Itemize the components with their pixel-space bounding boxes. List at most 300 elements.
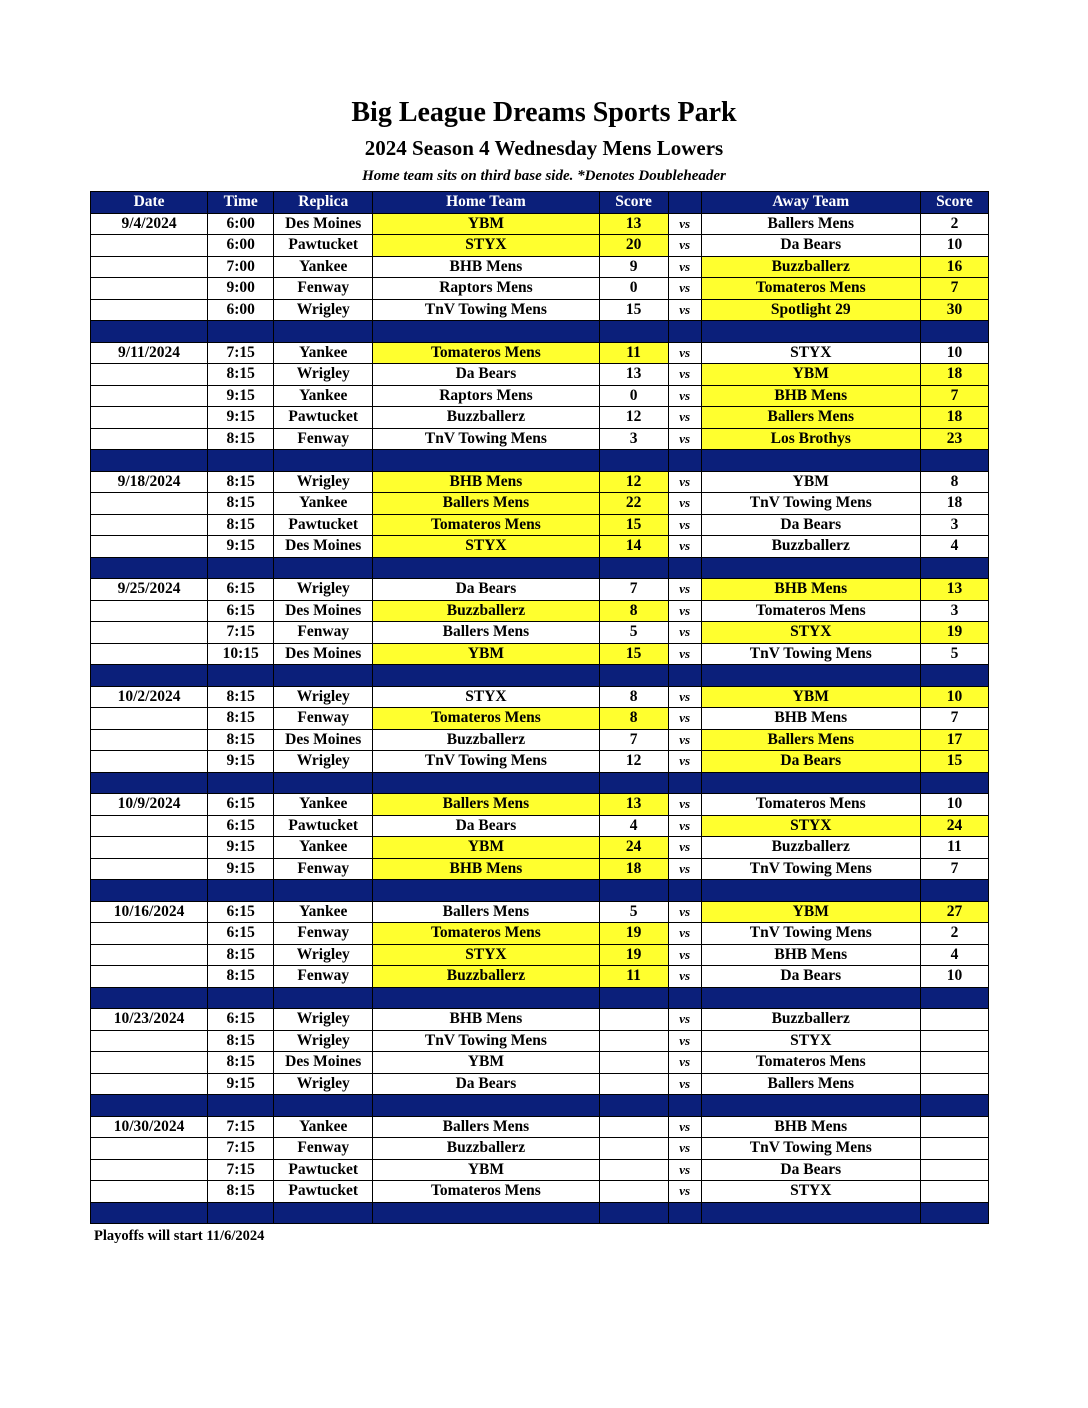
week-date: 10/23/2024: [91, 1009, 208, 1031]
date-cell: [91, 407, 208, 429]
game-row: [91, 1030, 989, 1052]
separator-cell: [91, 1202, 208, 1224]
away-team: BHB Mens: [701, 944, 920, 966]
game-field: Yankee: [274, 342, 373, 364]
separator-cell: [920, 321, 988, 343]
game-field: Yankee: [274, 794, 373, 816]
game-time: 9:15: [208, 407, 274, 429]
home-score: 13: [599, 213, 668, 235]
game-time: 7:15: [208, 1159, 274, 1181]
away-score: 2: [920, 923, 988, 945]
away-score: [920, 1030, 988, 1052]
vs-label: vs: [668, 579, 701, 601]
away-score: 24: [920, 815, 988, 837]
home-team: Da Bears: [373, 579, 599, 601]
away-score: 27: [920, 901, 988, 923]
away-score: 8: [920, 471, 988, 493]
vs-label: vs: [668, 256, 701, 278]
away-team: STYX: [701, 1181, 920, 1203]
separator-cell: [668, 1202, 701, 1224]
game-row: [91, 708, 989, 730]
game-time: 6:15: [208, 794, 274, 816]
separator-cell: [701, 1202, 920, 1224]
date-cell: [91, 493, 208, 515]
date-cell: [91, 1073, 208, 1095]
home-score: 13: [599, 794, 668, 816]
away-team: BHB Mens: [701, 708, 920, 730]
separator-cell: [701, 1095, 920, 1117]
home-team: YBM: [373, 837, 599, 859]
game-time: 6:15: [208, 901, 274, 923]
vs-label: vs: [668, 407, 701, 429]
vs-label: vs: [668, 1009, 701, 1031]
game-time: 6:15: [208, 600, 274, 622]
home-team: Buzzballerz: [373, 600, 599, 622]
away-team: TnV Towing Mens: [701, 1138, 920, 1160]
game-field: Yankee: [274, 1116, 373, 1138]
home-team: Ballers Mens: [373, 493, 599, 515]
separator-cell: [91, 321, 208, 343]
home-score: 4: [599, 815, 668, 837]
away-score: [920, 1159, 988, 1181]
date-cell: [91, 966, 208, 988]
away-score: 5: [920, 643, 988, 665]
home-score: 19: [599, 923, 668, 945]
game-field: Des Moines: [274, 600, 373, 622]
away-team: Tomateros Mens: [701, 278, 920, 300]
home-team: BHB Mens: [373, 858, 599, 880]
game-time: 8:15: [208, 729, 274, 751]
vs-label: vs: [668, 794, 701, 816]
home-score: 19: [599, 944, 668, 966]
separator-cell: [920, 880, 988, 902]
separator-cell: [599, 987, 668, 1009]
separator-cell: [274, 880, 373, 902]
home-team: Da Bears: [373, 815, 599, 837]
game-time: 8:15: [208, 1030, 274, 1052]
date-cell: [91, 514, 208, 536]
separator-cell: [668, 880, 701, 902]
home-score: [599, 1073, 668, 1095]
game-field: Yankee: [274, 493, 373, 515]
game-field: Yankee: [274, 256, 373, 278]
vs-label: vs: [668, 1181, 701, 1203]
date-cell: [91, 364, 208, 386]
game-row: [91, 299, 989, 321]
date-cell: [91, 600, 208, 622]
home-team: TnV Towing Mens: [373, 1030, 599, 1052]
vs-label: vs: [668, 815, 701, 837]
separator-cell: [208, 772, 274, 794]
home-team: Raptors Mens: [373, 278, 599, 300]
separator-cell: [91, 880, 208, 902]
away-team: YBM: [701, 686, 920, 708]
separator-cell: [373, 772, 599, 794]
date-cell: [91, 299, 208, 321]
away-score: 7: [920, 708, 988, 730]
away-score: 18: [920, 493, 988, 515]
game-field: Pawtucket: [274, 407, 373, 429]
home-score: [599, 1116, 668, 1138]
game-field: Des Moines: [274, 643, 373, 665]
col-header-away-score: Score: [920, 192, 988, 214]
home-score: [599, 1009, 668, 1031]
vs-label: vs: [668, 944, 701, 966]
away-score: [920, 1073, 988, 1095]
separator-cell: [373, 1095, 599, 1117]
game-time: 8:15: [208, 493, 274, 515]
home-team: BHB Mens: [373, 1009, 599, 1031]
away-team: YBM: [701, 471, 920, 493]
separator-cell: [373, 880, 599, 902]
game-row: [91, 1073, 989, 1095]
home-team: Tomateros Mens: [373, 1181, 599, 1203]
game-row: [91, 837, 989, 859]
separator-cell: [599, 557, 668, 579]
away-team: Buzzballerz: [701, 1009, 920, 1031]
away-score: 15: [920, 751, 988, 773]
vs-label: vs: [668, 299, 701, 321]
game-time: 6:00: [208, 213, 274, 235]
vs-label: vs: [668, 708, 701, 730]
away-team: Buzzballerz: [701, 256, 920, 278]
week-separator-row: [91, 557, 989, 579]
separator-cell: [91, 772, 208, 794]
game-field: Wrigley: [274, 364, 373, 386]
vs-label: vs: [668, 514, 701, 536]
separator-cell: [208, 880, 274, 902]
vs-label: vs: [668, 536, 701, 558]
home-score: [599, 1052, 668, 1074]
game-time: 7:15: [208, 342, 274, 364]
game-row: [91, 815, 989, 837]
home-score: 8: [599, 600, 668, 622]
away-score: 2: [920, 213, 988, 235]
page-title: Big League Dreams Sports Park: [351, 97, 737, 128]
vs-label: vs: [668, 1073, 701, 1095]
game-row: [91, 235, 989, 257]
home-score: 3: [599, 428, 668, 450]
game-row: [91, 966, 989, 988]
game-field: Fenway: [274, 428, 373, 450]
week-date: 9/25/2024: [91, 579, 208, 601]
game-time: 7:15: [208, 622, 274, 644]
separator-cell: [373, 557, 599, 579]
away-score: 13: [920, 579, 988, 601]
away-team: Da Bears: [701, 1159, 920, 1181]
vs-label: vs: [668, 1030, 701, 1052]
schedule-note: Home team sits on third base side. *Denotes Doubleheader: [362, 168, 726, 184]
game-field: Wrigley: [274, 1009, 373, 1031]
game-row: [91, 1159, 989, 1181]
week-date: 10/9/2024: [91, 794, 208, 816]
game-field: Des Moines: [274, 536, 373, 558]
separator-cell: [668, 321, 701, 343]
away-score: 3: [920, 600, 988, 622]
away-team: Tomateros Mens: [701, 600, 920, 622]
separator-cell: [91, 1095, 208, 1117]
away-team: STYX: [701, 815, 920, 837]
separator-cell: [599, 665, 668, 687]
home-team: STYX: [373, 944, 599, 966]
away-score: 10: [920, 342, 988, 364]
away-team: YBM: [701, 901, 920, 923]
vs-label: vs: [668, 837, 701, 859]
away-team: Buzzballerz: [701, 536, 920, 558]
game-field: Fenway: [274, 622, 373, 644]
vs-label: vs: [668, 1116, 701, 1138]
away-team: TnV Towing Mens: [701, 923, 920, 945]
game-row: [91, 407, 989, 429]
date-cell: [91, 923, 208, 945]
away-score: 10: [920, 966, 988, 988]
home-team: TnV Towing Mens: [373, 751, 599, 773]
separator-cell: [274, 1202, 373, 1224]
home-team: STYX: [373, 686, 599, 708]
game-time: 6:00: [208, 299, 274, 321]
game-row: [91, 514, 989, 536]
game-row: [91, 751, 989, 773]
game-row: [91, 622, 989, 644]
away-score: 3: [920, 514, 988, 536]
game-time: 9:15: [208, 837, 274, 859]
separator-cell: [274, 772, 373, 794]
home-score: 5: [599, 622, 668, 644]
game-field: Yankee: [274, 901, 373, 923]
game-row: [91, 364, 989, 386]
game-time: 8:15: [208, 686, 274, 708]
vs-label: vs: [668, 923, 701, 945]
game-time: 9:15: [208, 1073, 274, 1095]
vs-label: vs: [668, 901, 701, 923]
game-row: [91, 342, 989, 364]
away-score: 4: [920, 536, 988, 558]
game-row: [91, 1181, 989, 1203]
separator-cell: [701, 772, 920, 794]
separator-cell: [668, 772, 701, 794]
game-time: 8:15: [208, 1052, 274, 1074]
week-date: 10/16/2024: [91, 901, 208, 923]
away-team: TnV Towing Mens: [701, 493, 920, 515]
separator-cell: [668, 987, 701, 1009]
home-score: 7: [599, 579, 668, 601]
game-row: [91, 600, 989, 622]
game-field: Fenway: [274, 923, 373, 945]
vs-label: vs: [668, 493, 701, 515]
game-field: Yankee: [274, 385, 373, 407]
week-date: 9/4/2024: [91, 213, 208, 235]
game-time: 9:15: [208, 385, 274, 407]
separator-cell: [920, 772, 988, 794]
week-separator-row: [91, 665, 989, 687]
date-cell: [91, 428, 208, 450]
separator-cell: [701, 321, 920, 343]
game-row: [91, 686, 989, 708]
home-score: 12: [599, 751, 668, 773]
home-score: 0: [599, 278, 668, 300]
home-score: [599, 1181, 668, 1203]
date-cell: [91, 944, 208, 966]
separator-cell: [208, 1095, 274, 1117]
vs-label: vs: [668, 1159, 701, 1181]
separator-cell: [274, 450, 373, 472]
vs-label: vs: [668, 686, 701, 708]
vs-label: vs: [668, 729, 701, 751]
game-time: 9:15: [208, 536, 274, 558]
separator-cell: [920, 987, 988, 1009]
game-time: 6:15: [208, 579, 274, 601]
away-team: BHB Mens: [701, 1116, 920, 1138]
separator-cell: [701, 557, 920, 579]
home-team: Ballers Mens: [373, 794, 599, 816]
game-row: [91, 858, 989, 880]
game-row: [91, 729, 989, 751]
col-header-time: Time: [208, 192, 274, 214]
game-field: Wrigley: [274, 1030, 373, 1052]
away-score: 18: [920, 407, 988, 429]
separator-cell: [701, 450, 920, 472]
separator-cell: [91, 665, 208, 687]
separator-cell: [373, 665, 599, 687]
away-score: 23: [920, 428, 988, 450]
week-date: 10/2/2024: [91, 686, 208, 708]
separator-cell: [701, 665, 920, 687]
date-cell: [91, 385, 208, 407]
game-row: [91, 1116, 989, 1138]
game-field: Fenway: [274, 966, 373, 988]
home-team: STYX: [373, 536, 599, 558]
away-score: 10: [920, 794, 988, 816]
away-score: 11: [920, 837, 988, 859]
vs-label: vs: [668, 1138, 701, 1160]
separator-cell: [599, 321, 668, 343]
away-score: [920, 1181, 988, 1203]
game-row: [91, 493, 989, 515]
separator-cell: [208, 1202, 274, 1224]
home-score: 12: [599, 471, 668, 493]
away-score: [920, 1052, 988, 1074]
separator-cell: [920, 1095, 988, 1117]
date-cell: [91, 729, 208, 751]
separator-cell: [668, 557, 701, 579]
game-field: Pawtucket: [274, 1181, 373, 1203]
col-header-away-team: Away Team: [701, 192, 920, 214]
home-score: 5: [599, 901, 668, 923]
game-row: [91, 278, 989, 300]
home-team: Da Bears: [373, 364, 599, 386]
game-time: 7:15: [208, 1138, 274, 1160]
away-team: Buzzballerz: [701, 837, 920, 859]
separator-cell: [701, 987, 920, 1009]
separator-cell: [668, 1095, 701, 1117]
away-score: 16: [920, 256, 988, 278]
home-score: [599, 1030, 668, 1052]
separator-cell: [274, 987, 373, 1009]
home-team: BHB Mens: [373, 471, 599, 493]
date-cell: [91, 235, 208, 257]
game-row: [91, 1009, 989, 1031]
date-cell: [91, 1030, 208, 1052]
vs-label: vs: [668, 966, 701, 988]
week-separator-row: [91, 987, 989, 1009]
away-team: Da Bears: [701, 751, 920, 773]
away-score: 7: [920, 278, 988, 300]
game-time: 6:15: [208, 815, 274, 837]
home-score: 7: [599, 729, 668, 751]
table-header-row: [91, 192, 989, 214]
home-team: Buzzballerz: [373, 407, 599, 429]
home-score: 11: [599, 966, 668, 988]
week-date: 9/11/2024: [91, 342, 208, 364]
vs-label: vs: [668, 364, 701, 386]
date-cell: [91, 256, 208, 278]
game-field: Des Moines: [274, 213, 373, 235]
separator-cell: [599, 880, 668, 902]
game-field: Wrigley: [274, 944, 373, 966]
home-score: 13: [599, 364, 668, 386]
separator-cell: [208, 665, 274, 687]
separator-cell: [274, 321, 373, 343]
col-header-home-team: Home Team: [373, 192, 599, 214]
date-cell: [91, 1052, 208, 1074]
home-team: Tomateros Mens: [373, 708, 599, 730]
home-score: 11: [599, 342, 668, 364]
home-score: 12: [599, 407, 668, 429]
away-score: [920, 1009, 988, 1031]
game-row: [91, 579, 989, 601]
vs-label: vs: [668, 858, 701, 880]
separator-cell: [701, 880, 920, 902]
game-time: 9:15: [208, 858, 274, 880]
home-team: YBM: [373, 1159, 599, 1181]
separator-cell: [373, 450, 599, 472]
separator-cell: [274, 1095, 373, 1117]
home-team: Buzzballerz: [373, 729, 599, 751]
away-score: 4: [920, 944, 988, 966]
separator-cell: [91, 557, 208, 579]
away-score: 7: [920, 385, 988, 407]
col-header-date: Date: [91, 192, 208, 214]
date-cell: [91, 751, 208, 773]
game-time: 6:15: [208, 1009, 274, 1031]
game-time: 8:15: [208, 428, 274, 450]
vs-label: vs: [668, 1052, 701, 1074]
home-score: 14: [599, 536, 668, 558]
game-time: 9:00: [208, 278, 274, 300]
home-score: 15: [599, 643, 668, 665]
home-team: Buzzballerz: [373, 1138, 599, 1160]
date-cell: [91, 622, 208, 644]
game-time: 9:15: [208, 751, 274, 773]
game-field: Wrigley: [274, 579, 373, 601]
game-time: 7:15: [208, 1116, 274, 1138]
game-time: 8:15: [208, 514, 274, 536]
game-field: Wrigley: [274, 1073, 373, 1095]
separator-cell: [920, 557, 988, 579]
playoffs-note: Playoffs will start 11/6/2024: [94, 1228, 265, 1244]
away-team: STYX: [701, 342, 920, 364]
separator-cell: [920, 450, 988, 472]
date-cell: [91, 278, 208, 300]
game-row: [91, 944, 989, 966]
away-team: BHB Mens: [701, 579, 920, 601]
schedule-table: [90, 191, 989, 1224]
separator-cell: [373, 321, 599, 343]
vs-label: vs: [668, 751, 701, 773]
away-team: STYX: [701, 622, 920, 644]
separator-cell: [274, 557, 373, 579]
game-field: Pawtucket: [274, 1159, 373, 1181]
